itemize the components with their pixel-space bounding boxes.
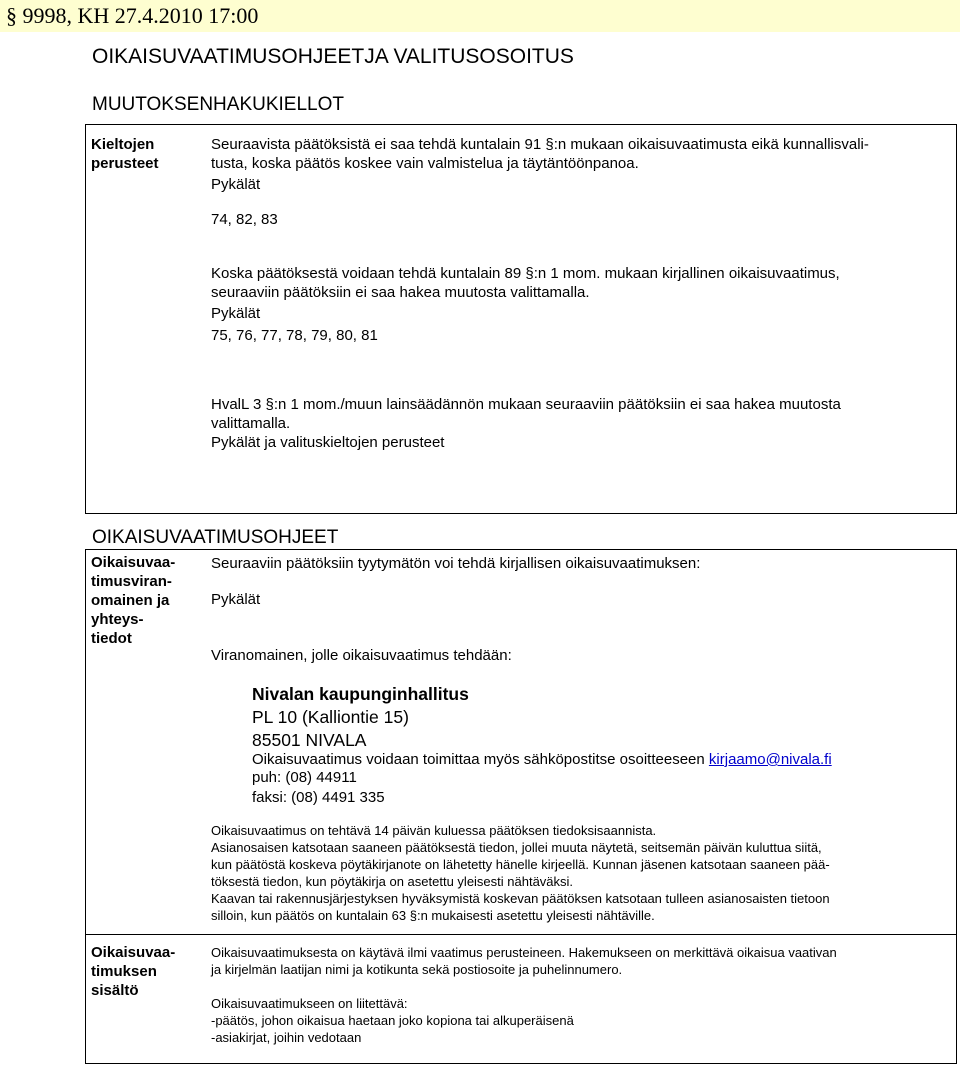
paragraph-hvall — [211, 395, 841, 452]
text-line: seuraaviin päätöksiin ei saa hakea muutosta valittamalla. — [211, 284, 590, 301]
document-header — [0, 0, 960, 32]
text-line: -päätös, johon oikaisua haetaan joko kopiona tai alkuperäisenä — [211, 1013, 574, 1028]
text-line: Oikaisuvaatimus on tehtävä 14 päivän kuluessa päätöksen tiedoksisaannista. — [211, 823, 657, 838]
content-label — [91, 943, 175, 1000]
text-line: ja kirjelmän laatijan nimi ja kotikunta sekä postiosoite ja puhelinnumero. — [211, 962, 623, 977]
label-line: omainen ja — [91, 592, 170, 609]
instructions-box — [85, 549, 957, 1064]
phone-line: puh: (08) 44911 — [252, 769, 357, 786]
text-line: Kaavan tai rakennusjärjestyksen hyväksymistä koskevan päätöksen katsotaan tulleen asianosaisten tietoon — [211, 891, 830, 906]
email-prefix: Oikaisuvaatimus voidaan toimittaa myös sähköpostitse osoitteeseen — [252, 751, 709, 768]
label-line: yhteys- — [91, 611, 144, 628]
label-line: Kieltojen — [91, 136, 155, 153]
label-line: timusviran- — [91, 573, 172, 590]
text-line: tusta, koska päätös koskee vain valmistelua ja täytäntöönpanoa. — [211, 155, 639, 172]
section-heading-muutoksenhakukiellot: MUUTOKSENHAKUKIELLOT — [92, 94, 344, 115]
text-line: Oikaisuvaatimukseen on liitettävä: — [211, 996, 408, 1011]
text-line: HvalL 3 §:n 1 mom./muun lainsäädännön mukaan seuraaviin päätöksiin ei saa hakea muutosta — [211, 396, 841, 413]
text-line: Oikaisuvaatimuksesta on käytävä ilmi vaatimus perusteineen. Hakemukseen on merkittävä oikaisua vaativan — [211, 945, 837, 960]
email-link[interactable]: kirjaamo@nivala.fi — [708, 751, 832, 768]
authority-name: Nivalan kaupunginhallitus — [252, 684, 469, 704]
text-line: kun päätöstä koskeva pöytäkirjanote on lähetetty hänelle kirjeellä. Kunnan jäsenen katsotaan saaneen pää- — [211, 857, 830, 872]
authority-address-1: PL 10 (Kalliontie 15) — [252, 707, 409, 727]
text-line: Seuraavista päätöksistä ei saa tehdä kuntalain 91 §:n mukaan oikaisuvaatimusta eikä kunnallisvali- — [211, 136, 869, 153]
pykalat-label: Pykälät ja valituskieltojen perusteet — [211, 434, 445, 451]
email-line — [252, 750, 832, 769]
label-line: tiedot — [91, 630, 132, 647]
attachments-paragraph — [211, 995, 574, 1046]
label-line: Oikaisuvaa- — [91, 554, 176, 571]
section-heading-oikaisuvaatimusohjeet: OIKAISUVAATIMUSOHJEET — [92, 527, 339, 548]
text-line: silloin, kun päätös on kuntalain 63 §:n mukaisesti asetettu yleisesti nähtäville. — [211, 908, 655, 923]
prohibitions-label — [91, 135, 159, 173]
pykalat-label: Pykälät — [211, 591, 261, 608]
text-line: töksestä tiedon, kun pöytäkirja on asetettu yleisesti nähtäväksi. — [211, 874, 574, 889]
paragraph-valmistelu — [211, 135, 869, 194]
label-line: timuksen — [91, 963, 157, 980]
label-line: sisältö — [91, 982, 139, 999]
text-line: -asiakirjat, joihin vedotaan — [211, 1030, 362, 1045]
intro-text: Seuraaviin päätöksiin tyytymätön voi tehdä kirjallisen oikaisuvaatimuksen: — [211, 555, 701, 572]
text-line: Asianosaisen katsotaan saaneen päätöksestä tiedon, jollei muuta näytetä, seitsemän päivän kuluttua siitä, — [211, 840, 822, 855]
content-paragraph — [211, 944, 837, 978]
text-line: Koska päätöksestä voidaan tehdä kuntalain 89 §:n 1 mom. mukaan kirjallinen oikaisuvaatimus, — [211, 265, 840, 282]
pykalat-values-1: 74, 82, 83 — [211, 211, 278, 228]
pykalat-label: Pykälät — [211, 176, 261, 193]
deadline-paragraph — [211, 822, 830, 924]
document-title: OIKAISUVAATIMUSOHJEETJA VALITUSOSOITUS — [92, 45, 574, 68]
fax-line: faksi: (08) 4491 335 — [252, 789, 385, 806]
row-divider — [85, 934, 957, 935]
paragraph-oikaisuvaatimus — [211, 264, 840, 323]
header-text: § 9998, KH 27.4.2010 17:00 — [6, 3, 259, 28]
text-line: valittamalla. — [211, 415, 291, 432]
pykalat-values-2: 75, 76, 77, 78, 79, 80, 81 — [211, 327, 378, 344]
authority-intro: Viranomainen, jolle oikaisuvaatimus tehdään: — [211, 647, 512, 664]
authority-label — [91, 553, 175, 648]
pykalat-label: Pykälät — [211, 305, 261, 322]
label-line: Oikaisuvaa- — [91, 944, 176, 961]
authority-address-2: 85501 NIVALA — [252, 730, 367, 750]
label-line: perusteet — [91, 155, 159, 172]
